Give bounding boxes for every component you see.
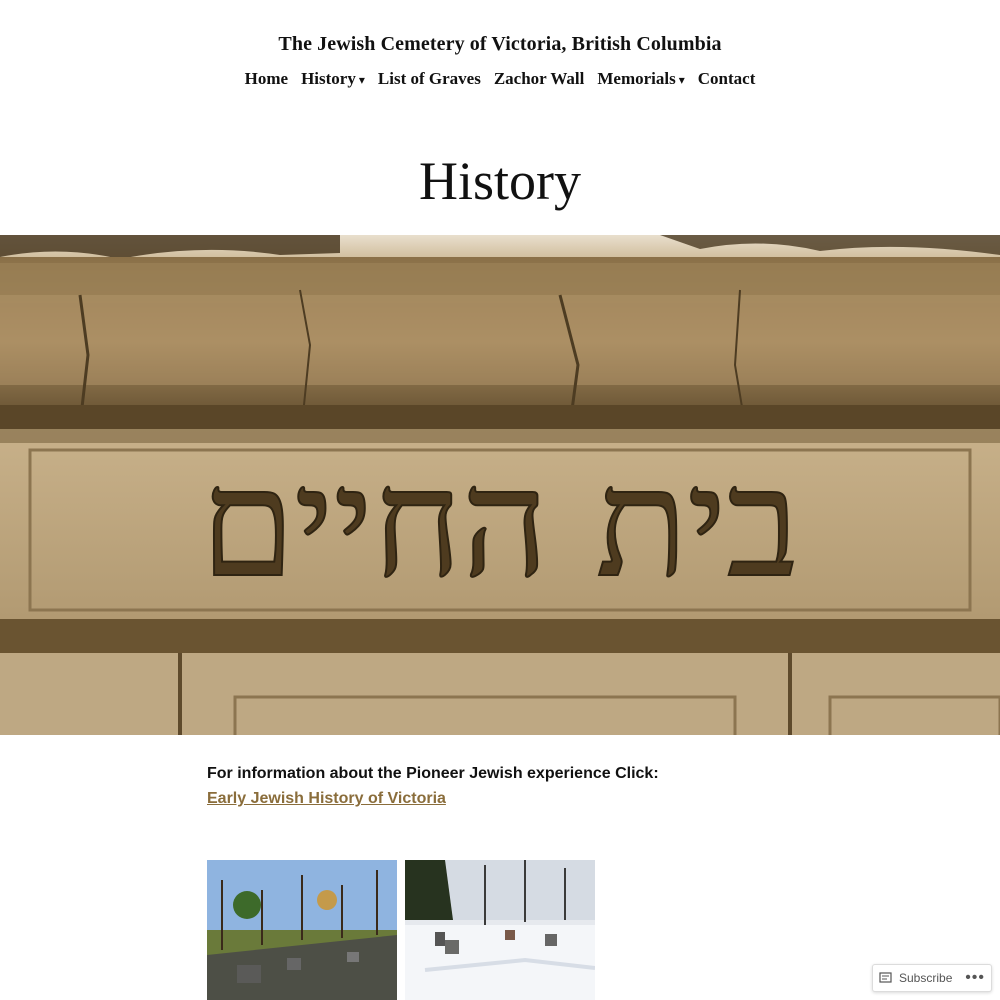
nav-memorials[interactable] [597, 69, 684, 89]
chevron-down-icon: ▾ [358, 73, 365, 87]
nav-contact-label: Contact [697, 69, 756, 88]
nav-history-label: History [301, 69, 356, 88]
reader-icon [879, 971, 893, 985]
chevron-down-icon: ▾ [678, 73, 685, 87]
stone-lintel-illustration [0, 235, 1000, 735]
hebrew-inscription: בית החיים [200, 437, 800, 611]
content-block [207, 761, 807, 811]
cemetery-photo-autumn[interactable] [207, 860, 397, 1000]
nav-history[interactable] [301, 69, 365, 89]
subscribe-button[interactable]: Subscribe [899, 971, 953, 985]
cemetery-photo-winter[interactable] [405, 860, 595, 1000]
hero-image [0, 235, 1000, 735]
nav-home[interactable] [245, 69, 288, 89]
nav-memorials-label: Memorials [597, 69, 676, 88]
nav-contact[interactable] [698, 69, 756, 89]
main-nav [0, 69, 1000, 89]
subscribe-bar [872, 964, 992, 992]
site-title[interactable]: The Jewish Cemetery of Victoria, British Columbia [278, 33, 722, 55]
intro-text: For information about the Pioneer Jewish experience Click: [207, 765, 659, 782]
nav-zachor-wall-label: Zachor Wall [493, 69, 585, 88]
nav-list-of-graves[interactable] [378, 69, 481, 89]
more-options-icon[interactable]: ••• [965, 969, 985, 986]
nav-zachor-wall[interactable] [494, 69, 585, 89]
page-title: History [419, 151, 581, 211]
nav-list-of-graves-label: List of Graves [377, 69, 481, 88]
photo-gallery [207, 860, 595, 1000]
early-history-link[interactable]: Early Jewish History of Victoria [207, 790, 446, 807]
nav-home-label: Home [244, 69, 289, 88]
